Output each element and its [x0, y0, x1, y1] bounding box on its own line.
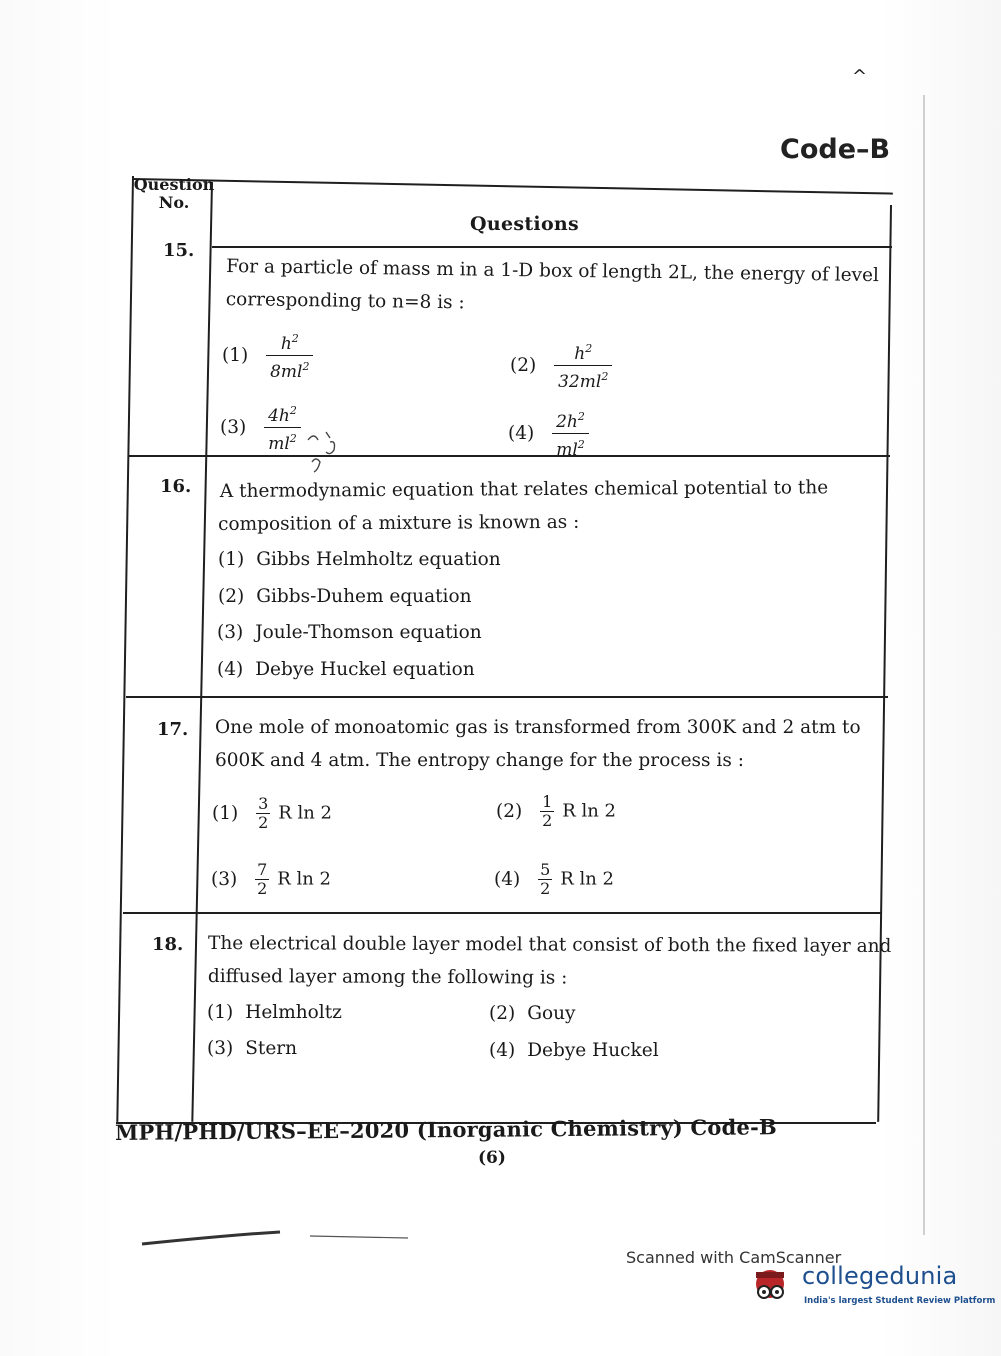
paper-code: Code–B — [780, 134, 891, 165]
question-line: corresponding to n=8 is : — [225, 288, 465, 314]
exam-footer: MPH/PHD/URS–EE–2020 (Inorganic Chemistry) Code-B — [114, 1114, 777, 1145]
row-divider-17 — [123, 912, 881, 914]
row-divider-16 — [126, 696, 888, 698]
table-left-border — [116, 176, 133, 1122]
scan-streak-icon — [140, 1230, 410, 1248]
option-item — [489, 1003, 576, 1024]
option-text: Gibbs-Duhem equation — [256, 586, 472, 607]
question-text — [226, 250, 880, 325]
question-number: 16. — [160, 476, 192, 497]
caret-mark: ^ — [852, 66, 868, 87]
brand-tagline: India's largest Student Review Platform — [804, 1296, 996, 1306]
option-number: (4) — [217, 659, 244, 680]
fraction-numerator: 7 — [257, 860, 268, 879]
fraction-denominator: 2 — [258, 813, 269, 832]
question-line: The electrical double layer model that consist of both the fixed layer and — [208, 933, 892, 957]
brand-name: collegedunia — [802, 1262, 958, 1290]
option-item — [496, 793, 616, 830]
fraction-numerator: 2h — [556, 412, 578, 432]
option-item — [217, 659, 475, 680]
fraction-denominator: 2 — [540, 879, 551, 898]
header-bottom-border — [212, 246, 892, 248]
option-item — [218, 586, 472, 607]
option-text: Helmholtz — [245, 1002, 342, 1023]
table-top-border — [133, 178, 893, 194]
option-text: Joule-Thomson equation — [255, 622, 482, 643]
option-number: (1) — [207, 1002, 234, 1023]
question-line: A thermodynamic equation that relates chemical potential to the — [219, 477, 829, 502]
option-suffix: R ln 2 — [562, 800, 616, 822]
option-text: Debye Huckel equation — [255, 659, 475, 680]
option-item — [211, 861, 331, 898]
fraction-numerator: 4h — [268, 406, 290, 426]
fraction-numerator: 3 — [258, 794, 269, 813]
camscanner-watermark: Scanned with CamScanner — [626, 1248, 842, 1267]
fraction-denominator: 2 — [542, 811, 553, 830]
option-item — [218, 549, 501, 570]
option-item — [510, 338, 612, 393]
option-item — [207, 1038, 297, 1059]
option-number: (2) — [510, 354, 537, 376]
mascot-icon — [746, 1262, 794, 1310]
page-number: (6) — [478, 1148, 506, 1168]
question-number: 15. — [163, 240, 195, 261]
option-number: (3) — [217, 622, 244, 643]
question-text — [208, 927, 892, 996]
question-line: composition of a mixture is known as : — [218, 511, 580, 535]
fraction-denominator: 2 — [257, 879, 268, 898]
option-number: (4) — [508, 422, 535, 444]
option-item — [207, 1002, 342, 1023]
option-fraction: $\frac{h^2}{8ml^2}$ — [266, 328, 313, 383]
option-item — [494, 861, 614, 898]
option-suffix: R ln 2 — [560, 868, 614, 890]
option-suffix: R ln 2 — [277, 868, 331, 890]
fraction-denominator: 32ml — [558, 372, 602, 392]
question-number: 18. — [152, 934, 184, 955]
option-number: (4) — [489, 1040, 516, 1061]
fraction-numerator: 1 — [542, 792, 553, 811]
option-fraction — [256, 795, 270, 832]
page-edge-line — [923, 95, 925, 1235]
question-line: For a particle of mass m in a 1-D box of length 2L, the energy of level — [226, 256, 880, 287]
option-text: Gouy — [527, 1003, 576, 1024]
option-text: Stern — [245, 1038, 298, 1059]
option-suffix: R ln 2 — [278, 802, 332, 824]
option-fraction: $\frac{4h^2}{ml^2}$ — [264, 400, 301, 455]
option-item — [220, 400, 301, 455]
question-line: One mole of monoatomic gas is transformed from 300K and 2 atm to — [215, 717, 861, 738]
fraction-numerator: h — [574, 344, 586, 364]
option-fraction — [255, 861, 269, 898]
option-number: (4) — [494, 868, 521, 890]
option-fraction: $\frac{h^2}{32ml^2}$ — [554, 338, 612, 393]
pencil-scribble-icon — [300, 412, 360, 482]
option-number: (3) — [207, 1038, 234, 1059]
fraction-numerator: h — [280, 334, 292, 354]
option-fraction — [538, 861, 552, 898]
option-item — [217, 622, 482, 643]
option-number: (1) — [212, 802, 239, 824]
option-text: Debye Huckel — [527, 1040, 659, 1061]
fraction-denominator: ml — [268, 434, 290, 454]
option-number: (1) — [218, 549, 245, 570]
option-number: (3) — [211, 868, 238, 890]
option-number: (3) — [220, 416, 247, 438]
option-item — [222, 328, 313, 383]
question-text — [218, 471, 829, 541]
question-text — [215, 711, 861, 777]
option-number: (2) — [496, 800, 523, 822]
option-item — [508, 406, 589, 461]
fraction-denominator: 8ml — [270, 362, 303, 382]
column-header-question-no: Question No. — [133, 175, 215, 212]
option-item — [212, 795, 332, 832]
question-line: diffused layer among the following is : — [207, 965, 568, 989]
option-text: Gibbs Helmholtz equation — [256, 549, 501, 570]
question-line: 600K and 4 atm. The entropy change for the process is : — [215, 750, 744, 771]
option-number: (2) — [489, 1003, 516, 1024]
option-item — [489, 1040, 659, 1061]
question-number: 17. — [157, 719, 189, 740]
fraction-denominator: ml — [556, 440, 578, 460]
fraction-numerator: 5 — [540, 860, 551, 879]
option-fraction — [540, 793, 554, 830]
option-number: (1) — [222, 344, 249, 366]
option-fraction: $\frac{2h^2}{ml^2}$ — [552, 406, 589, 461]
column-header-questions: Questions — [470, 213, 580, 235]
option-number: (2) — [218, 586, 245, 607]
collegedunia-logo — [746, 1260, 996, 1320]
